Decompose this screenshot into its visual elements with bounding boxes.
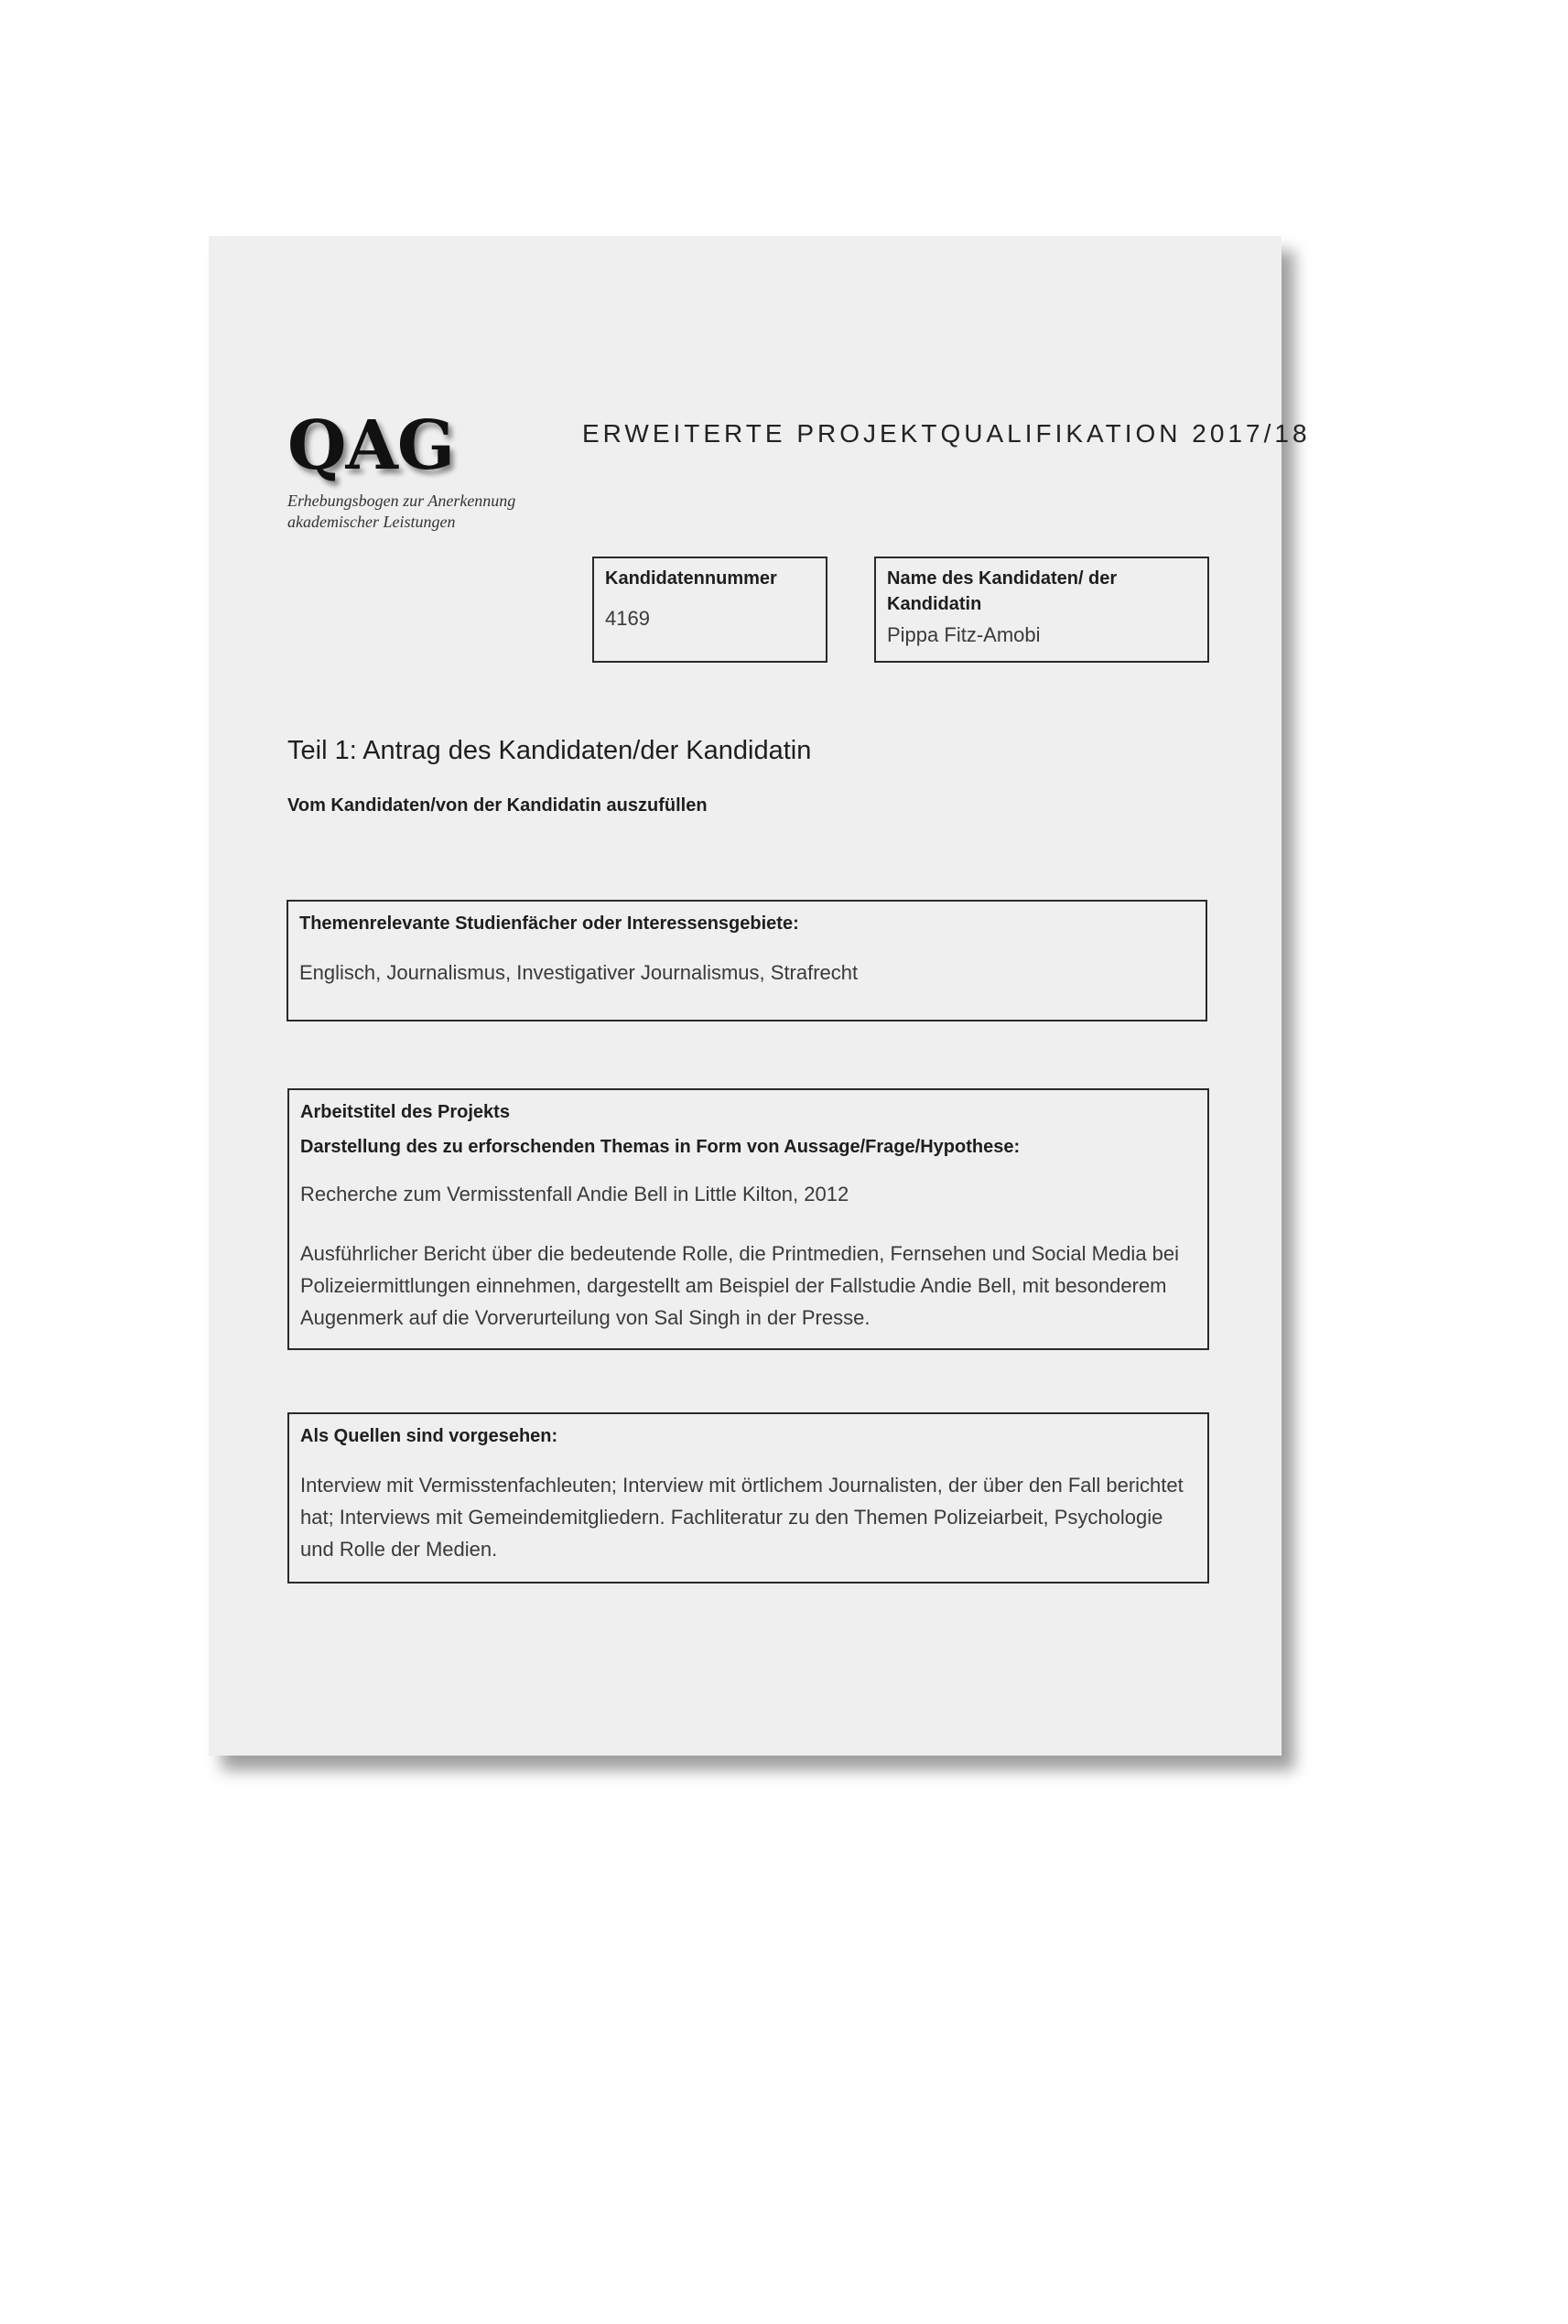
candidate-name-value: Pippa Fitz-Amobi xyxy=(887,623,1041,646)
project-description: Ausführlicher Bericht über die bedeutende Rolle, die Printmedien, Fernsehen und Social Media bei Polizeiermittlungen einnehmen, dargestellt am Beispiel der Fallstudie Andie Bell, mit besonderem Augenmerk auf die Vorverurteilung von Sal Singh in der Presse. xyxy=(300,1242,1180,1329)
subjects-label: Themenrelevante Studienfächer oder Interessensgebiete: xyxy=(299,913,799,934)
candidate-number-box xyxy=(592,557,827,663)
part1-heading: Teil 1: Antrag des Kandidaten/der Kandidatin xyxy=(287,736,812,765)
logo-subtitle: Erhebungsbogen zur Anerkennung akademischer Leistungen xyxy=(287,492,516,531)
candidate-name-label: Name des Kandidaten/ der Kandidatin xyxy=(887,568,1118,614)
candidate-name-box xyxy=(874,557,1209,663)
form-sheet xyxy=(209,236,1311,1756)
sources-box xyxy=(287,1412,1209,1584)
qag-logo xyxy=(287,406,553,533)
sources-value: Interview mit Vermisstenfachleuten; Interview mit örtlichem Journalisten, der über den Fall berichtet hat; Interviews mit Gemeindemitgliedern. Fachliteratur zu den Themen Polizeiarbeit, Psychologie und Rolle der Medien. xyxy=(300,1474,1184,1561)
subjects-box xyxy=(287,900,1207,1021)
subjects-value: Englisch, Journalismus, Investigativer Journalismus, Strafrecht xyxy=(299,961,859,984)
candidate-number-label: Kandidatennummer xyxy=(605,568,777,589)
project-topic-label: Darstellung des zu erforschenden Themas in Form von Aussage/Frage/Hypothese: xyxy=(300,1137,1021,1157)
document-title: ERWEITERTE PROJEKTQUALIFIKATION 2017/18 xyxy=(582,419,1311,448)
project-box xyxy=(287,1088,1209,1350)
candidate-number-value: 4169 xyxy=(605,607,650,630)
part1-subheading: Vom Kandidaten/von der Kandidatin auszufüllen xyxy=(287,795,708,816)
project-title-value: Recherche zum Vermisstenfall Andie Bell in Little Kilton, 2012 xyxy=(300,1183,849,1205)
project-title-label: Arbeitstitel des Projekts xyxy=(300,1102,510,1122)
sources-label: Als Quellen sind vorgesehen: xyxy=(300,1426,558,1446)
logo-mark: QAG xyxy=(287,406,455,485)
